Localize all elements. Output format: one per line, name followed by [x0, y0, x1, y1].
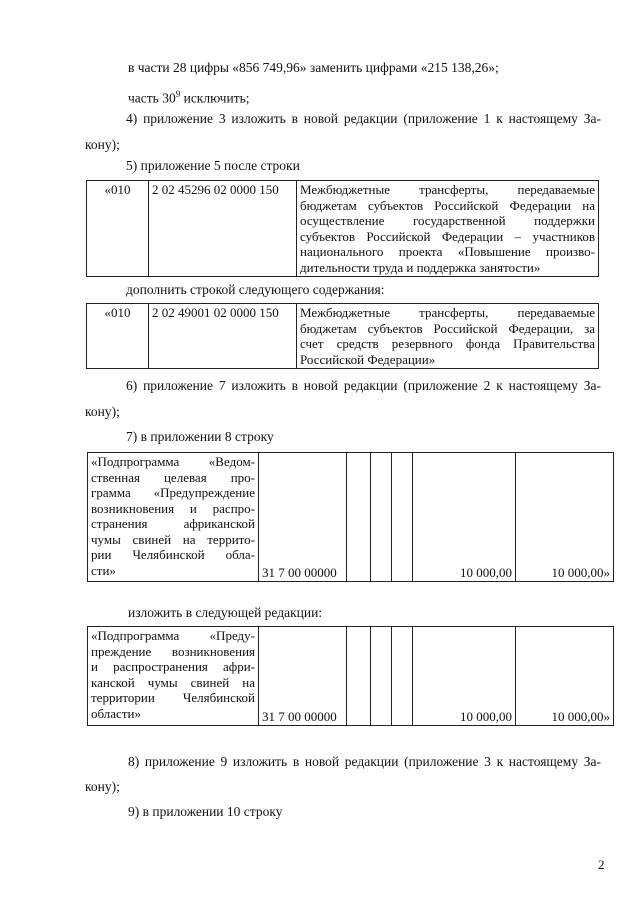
amend-part-30-sup: 9 — [175, 89, 181, 99]
name-line: ственная целевая про- — [91, 469, 255, 485]
revenue-table-1 — [86, 180, 599, 277]
new-edition-text: изложить в следующей редакции: — [128, 605, 323, 620]
page-number: 2 — [598, 857, 605, 872]
name-line: территории Челябинской — [91, 690, 255, 705]
amend-part-30 — [128, 85, 250, 108]
revenue-description — [297, 181, 599, 277]
item-9: 9) в приложении 10 строку — [128, 804, 283, 819]
desc-line: счет средств резервного фонда Правительства — [300, 336, 595, 351]
revenue-code: 2 02 45296 02 0000 150 — [149, 181, 297, 277]
name-line: преждение возникновения — [91, 643, 255, 659]
item-4-line2: кону); — [85, 137, 120, 152]
add-row-text: дополнить строкой следующего содержания: — [126, 282, 385, 297]
name-line: канской чумы свиней на — [91, 674, 255, 690]
empty-cell — [392, 627, 413, 726]
name-line: и распространения афри- — [91, 659, 255, 674]
admin-code: «010 — [87, 304, 149, 369]
table-row — [87, 304, 599, 369]
name-line: «Подпрограмма «Преду- — [91, 628, 255, 643]
name-line: странения африканской — [91, 516, 255, 531]
amount-2: 10 000,00» — [516, 627, 614, 726]
item-7: 7) в приложении 8 строку — [126, 429, 274, 444]
amount-2: 10 000,00» — [516, 453, 614, 582]
amend-part-30-post: исключить; — [180, 90, 250, 106]
name-line: грамма «Предупреждение — [91, 485, 255, 500]
revenue-table-2 — [86, 303, 599, 369]
item-6-line1: 6) приложение 7 изложить в новой редакции (приложение 2 к настоящему За- — [126, 378, 601, 393]
name-line: сти» — [91, 562, 116, 578]
empty-cell — [392, 453, 413, 582]
program-table-old — [87, 452, 614, 582]
empty-cell — [371, 627, 392, 726]
empty-cell — [347, 453, 371, 582]
revenue-description — [297, 304, 599, 369]
item-4-line1: 4) приложение 3 изложить в новой редакции (приложение 1 к настоящему За- — [126, 111, 601, 126]
desc-line: субъектов Российской Федерации – участников — [300, 228, 595, 244]
item-5: 5) приложение 5 после строки — [126, 158, 300, 173]
empty-cell — [347, 627, 371, 726]
amend-part-28: в части 28 цифры «856 749,96» заменить цифрами «215 138,26»; — [128, 60, 499, 75]
amount-1: 10 000,00 — [413, 627, 516, 726]
desc-line: Межбюджетные трансферты, передаваемые — [300, 182, 595, 197]
name-line: «Подпрограмма «Ведом- — [91, 454, 255, 469]
admin-code: «010 — [87, 181, 149, 277]
desc-line: Межбюджетные трансферты, передаваемые — [300, 305, 595, 320]
target-code: 31 7 00 00000 — [259, 453, 347, 582]
desc-line: Российской Федерации» — [300, 351, 436, 367]
name-line: возникновения и распро- — [91, 500, 255, 516]
program-table-new — [87, 626, 614, 726]
empty-cell — [371, 453, 392, 582]
desc-line: бюджетам субъектов Российской Федерации, за — [300, 320, 595, 336]
name-line: области» — [91, 705, 141, 721]
table-row — [88, 453, 614, 582]
program-name — [88, 627, 259, 726]
item-6-line2: кону); — [85, 404, 120, 419]
table-row — [87, 181, 599, 277]
name-line: рии Челябинской обла- — [91, 547, 255, 562]
amend-part-30-pre: часть 30 — [128, 90, 176, 106]
item-8-line2: кону); — [85, 779, 120, 794]
table-row — [88, 627, 614, 726]
desc-line: национального проекта «Повышение произво- — [300, 244, 595, 259]
desc-line: бюджетам субъектов Российской Федерации на — [300, 197, 595, 213]
name-line: чумы свиней на террито- — [91, 531, 255, 547]
amount-1: 10 000,00 — [413, 453, 516, 582]
revenue-code: 2 02 49001 02 0000 150 — [149, 304, 297, 369]
item-8-line1: 8) приложение 9 изложить в новой редакции (приложение 3 к настоящему За- — [128, 754, 601, 769]
desc-line: дительности труда и поддержка занятости» — [300, 259, 541, 275]
program-name — [88, 453, 259, 582]
desc-line: осуществление государственной поддержки — [300, 213, 595, 228]
target-code: 31 7 00 00000 — [259, 627, 347, 726]
